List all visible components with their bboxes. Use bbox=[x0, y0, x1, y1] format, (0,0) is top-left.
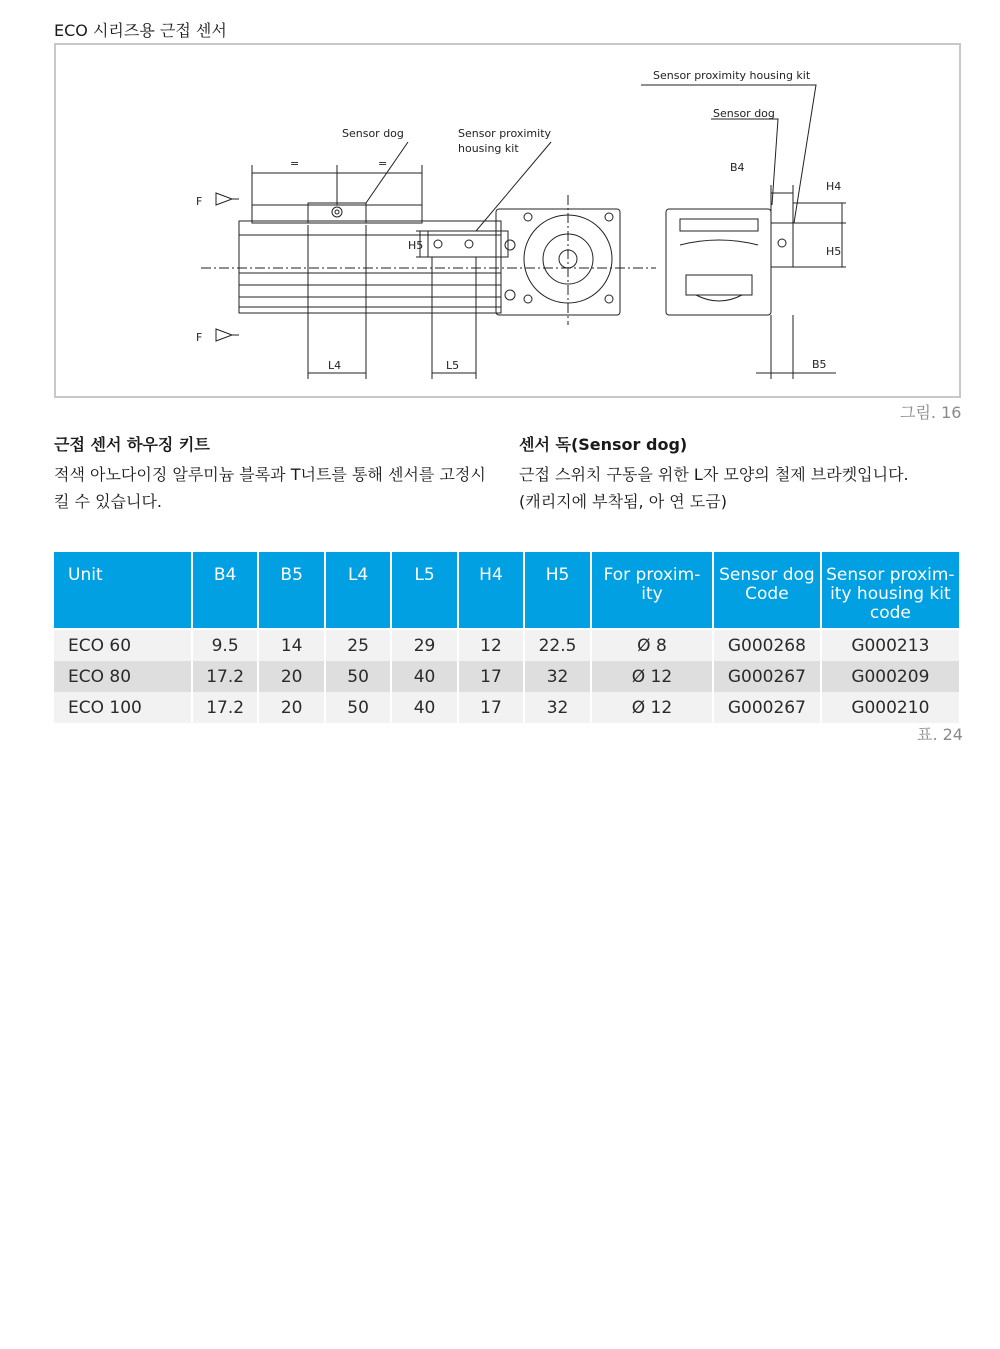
technical-drawing bbox=[56, 45, 963, 400]
header-sensor-dog-code: Sensor dog Code bbox=[714, 552, 820, 628]
sensor-dog-text-line-1: 근접 스위치 구동을 위한 L자 모양의 철제 브라켓입니다. bbox=[519, 465, 909, 484]
section-title: ECO 시리즈용 근접 센서 bbox=[54, 21, 227, 40]
label-h4: H4 bbox=[826, 180, 842, 193]
label-l4: L4 bbox=[328, 359, 342, 372]
cell-l5: 29 bbox=[392, 630, 456, 661]
sensor-dog-text-line-2: (캐리지에 부착됨, 아 연 도금) bbox=[519, 492, 727, 511]
label-l5: L5 bbox=[446, 359, 460, 372]
table-row bbox=[54, 661, 959, 692]
figure-caption: 그림. 16 bbox=[900, 403, 962, 422]
housing-kit-text-line-1: 적색 아노다이징 알루미늄 블록과 T너트를 통해 센서를 고정시 bbox=[54, 465, 486, 484]
cell-sensor-dog-code: G000267 bbox=[714, 661, 820, 692]
sensor-dog-heading: 센서 독(Sensor dog) bbox=[519, 435, 688, 454]
cell-b4: 9.5 bbox=[193, 630, 258, 661]
housing-kit-description bbox=[54, 432, 504, 515]
label-sensor-dog-left: Sensor dog bbox=[342, 127, 404, 140]
cell-for-proximity: Ø 12 bbox=[592, 692, 712, 723]
cell-b5: 14 bbox=[259, 630, 323, 661]
label-h5-left: H5 bbox=[408, 239, 424, 252]
label-eq-1: = bbox=[290, 157, 300, 170]
cell-housing-kit-code: G000213 bbox=[822, 630, 959, 661]
label-force-bottom: F bbox=[196, 331, 203, 344]
cell-l5: 40 bbox=[392, 661, 456, 692]
cell-l4: 50 bbox=[326, 692, 390, 723]
label-housing-kit-right: Sensor proximity housing kit bbox=[653, 69, 811, 82]
label-housing-kit-left-1: Sensor proximity bbox=[458, 127, 552, 140]
label-force-top: F bbox=[196, 195, 203, 208]
cell-housing-kit-code: G000210 bbox=[822, 692, 959, 723]
technical-drawing-frame bbox=[54, 43, 961, 398]
label-h5-right: H5 bbox=[826, 245, 842, 258]
table-row bbox=[54, 630, 959, 661]
cell-for-proximity: Ø 12 bbox=[592, 661, 712, 692]
housing-kit-text-line-2: 킬 수 있습니다. bbox=[54, 492, 162, 511]
label-housing-kit-left-2: housing kit bbox=[458, 142, 519, 155]
header-for-proximity: For proxim- ity bbox=[592, 552, 712, 628]
sensor-spec-table bbox=[52, 552, 961, 723]
cell-l4: 25 bbox=[326, 630, 390, 661]
cell-b5: 20 bbox=[259, 692, 323, 723]
label-eq-2: = bbox=[378, 157, 388, 170]
cell-h5: 32 bbox=[525, 661, 590, 692]
cell-b5: 20 bbox=[259, 661, 323, 692]
header-h4: H4 bbox=[459, 552, 523, 628]
header-b5: B5 bbox=[259, 552, 323, 628]
cell-b4: 17.2 bbox=[193, 692, 258, 723]
cell-for-proximity: Ø 8 bbox=[592, 630, 712, 661]
label-b5: B5 bbox=[812, 358, 827, 371]
header-unit: Unit bbox=[54, 552, 191, 628]
cell-h4: 17 bbox=[459, 692, 523, 723]
table-row bbox=[54, 692, 959, 723]
cell-sensor-dog-code: G000268 bbox=[714, 630, 820, 661]
table-caption: 표. 24 bbox=[917, 725, 963, 744]
cell-unit: ECO 100 bbox=[54, 692, 191, 723]
header-l4: L4 bbox=[326, 552, 390, 628]
cell-unit: ECO 80 bbox=[54, 661, 191, 692]
header-h5: H5 bbox=[525, 552, 590, 628]
cell-h5: 32 bbox=[525, 692, 590, 723]
cell-b4: 17.2 bbox=[193, 661, 258, 692]
cell-unit: ECO 60 bbox=[54, 630, 191, 661]
cell-h4: 17 bbox=[459, 661, 523, 692]
cell-housing-kit-code: G000209 bbox=[822, 661, 959, 692]
label-b4: B4 bbox=[730, 161, 745, 174]
housing-kit-heading: 근접 센서 하우징 키트 bbox=[54, 435, 210, 454]
cell-h5: 22.5 bbox=[525, 630, 590, 661]
header-b4: B4 bbox=[193, 552, 258, 628]
header-housing-kit-code: Sensor proxim- ity housing kit code bbox=[822, 552, 959, 628]
cell-h4: 12 bbox=[459, 630, 523, 661]
header-l5: L5 bbox=[392, 552, 456, 628]
cell-sensor-dog-code: G000267 bbox=[714, 692, 820, 723]
cell-l5: 40 bbox=[392, 692, 456, 723]
sensor-dog-description bbox=[519, 432, 969, 515]
cell-l4: 50 bbox=[326, 661, 390, 692]
table-header-row bbox=[54, 552, 959, 628]
label-sensor-dog-right: Sensor dog bbox=[713, 107, 775, 120]
